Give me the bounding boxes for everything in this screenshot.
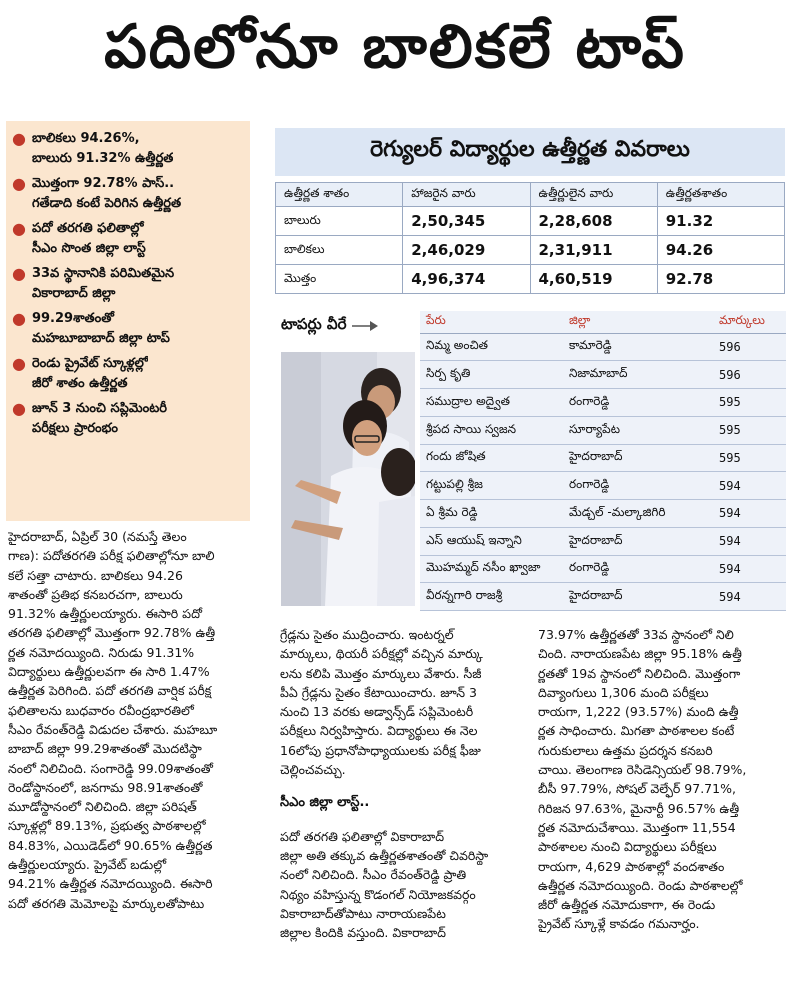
topper-cell-district: హైదరాబాద్ [563,444,713,472]
topper-cell-marks: 596 [713,333,786,361]
highlight-line: వికారాబాద్ జిల్లా [31,286,116,301]
stats-cell-passed: 2,28,608 [530,207,657,236]
article-line: చాయి. తెలంగాణ రెసిడెన్సియల్ 98.79%, [538,762,747,778]
students-photo [281,352,415,606]
stats-cell-percent: 91.32 [657,207,784,236]
topper-row [420,583,786,611]
students-illustration [281,352,415,606]
topper-row [420,361,786,389]
topper-cell-district: మేడ్చల్ -మల్కాజిగిరి [563,500,713,528]
article-line: 94.21% ఉత్తీర్ణత నమోదయ్యింది. ఈసారి [8,876,213,892]
topper-cell-district: నిజామాబాద్ [563,361,713,389]
highlight-line: జీరో శాతం ఉత్తీర్ణత [31,376,128,391]
article-subhead: సీఎం జిల్లా లాస్ట్.. [280,795,370,811]
article-line: ప్రైవేట్ స్కూళ్లే కావడం గమనార్హం. [538,916,700,932]
article-line: జీరో ఉత్తీర్ణత నమోదుకాగా, ఈ రెండు [538,897,716,913]
toppers-label-text: టాపర్లు వీరే [281,315,347,333]
article-line: ర్ణత నమోదయ్యింది. నిరుడు 91.31% [8,644,195,660]
article-line: శాతంతో ప్రతిభ కనబరచగా, బాలురు [8,586,183,602]
highlight-line: బాలికలు 94.26%, [31,131,140,146]
highlight-line: సీఎం సొంత జిల్లా లాస్ట్ [31,241,146,256]
topper-cell-district: హైదరాబాద్ [563,583,713,611]
topper-cell-marks: 594 [713,527,786,555]
topper-cell-marks: 596 [713,361,786,389]
toppers-header-district: జిల్లా [563,311,713,333]
topper-cell-name: వీరన్నగారి రాజశ్రీ [420,583,563,611]
highlight-item [12,219,242,259]
article-line: తరగతి ఫలితాల్లో మొత్తంగా 92.78% ఉత్తీ [8,625,216,641]
highlights-list [12,129,242,439]
article-line: గాణ): పదోతరగతి పరీక్ష ఫలితాల్లోనూ బాలి [8,548,215,564]
article-line: మార్కులు, థియరీ పరీక్షల్లో వచ్చిన మార్కు [280,646,483,662]
article-line: విద్యార్థులు ఉత్తీర్ణులవగా ఈ సారి 1.47% [8,664,210,680]
topper-cell-name: గట్టుపల్లి శ్రీజ [420,472,563,500]
topper-cell-name: ఏ శ్రీమ రెడ్డి [420,500,563,528]
stats-cell-percent: 94.26 [657,236,784,265]
bullet-icon: ● [12,354,26,373]
article-line: ర్ణతతో 19వ స్థానంలో నిలిచింది. మొత్తంగా [538,665,741,681]
highlight-line: గతేడాది కంటే పెరిగిన ఉత్తీర్ణత [31,196,182,211]
bullet-icon: ● [12,399,26,418]
article-column-1 [8,527,266,1003]
topper-row [420,444,786,472]
highlight-line: 99.29శాతంతో [31,311,114,326]
article-line: ఉత్తీర్ణత పెరిగింది. పదో తరగతి వార్షిక పరీక్ష [8,683,212,699]
topper-cell-name: సిర్ప కృతి [420,361,563,389]
article-line: నుంచి 13 వరకు అడ్వాన్స్‌డ్ సప్లిమెంటరీ [280,704,474,720]
highlight-line: మొత్తంగా 92.78% పాస్.. [31,176,175,191]
stats-table [275,182,785,294]
topper-cell-district: హైదరాబాద్ [563,527,713,555]
article-line: నంలో నిలిచింది. సీఎం రేవంత్‌రెడ్డి ప్రాతి [280,867,467,883]
topper-cell-name: నిమ్మ అంచిత [420,333,563,361]
article-line: ర్ణత నమోదుచేశాయి. మొత్తంగా 11,554 [538,819,736,835]
stats-cell-appeared: 2,50,345 [403,207,530,236]
article-line: మూడోస్థానంలో నిలిచింది. జిల్లా పరిషత్ [8,799,197,815]
article-line: జిల్లా అతి తక్కువ ఉత్తీర్ణతశాతంతో చివరిస్థా [280,847,489,863]
toppers-header-marks: మార్కులు [713,311,786,333]
topper-cell-name: మొహమ్మద్ నసీం ఖ్వాజా [420,555,563,583]
stats-cell-appeared: 2,46,029 [403,236,530,265]
highlights-box [6,121,250,521]
article-line: 91.32% ఉత్తీర్ణులయ్యారు. ఈసారి పదో [8,606,202,622]
article-line: చింది. నారాయణపేట జిల్లా 95.18% ఉత్తీ [538,646,742,662]
article-line: పీఏ గ్రేడ్లను సైతం కేటాయించారు. జూన్ 3 [280,684,477,700]
stats-header-passed: ఉత్తీర్ణులైన వారు [530,183,657,207]
topper-cell-name: సముద్రాల అద్వైత [420,389,563,417]
article-line: పదో తరగతి మెమోలపై మార్కులతోపాటు [8,895,205,911]
article-column-2 [280,625,530,1003]
stats-cell-passed: 4,60,519 [530,265,657,294]
stats-cell-percent: 92.78 [657,265,784,294]
article-column-3 [538,625,786,1003]
article-line: దివ్యాంగులు 1,306 మంది పరీక్షలు [538,684,709,700]
article-line: ఫలితాలను బుధవారం రవీంద్రభారతిలో [8,702,194,718]
topper-cell-district: రంగారెడ్డి [563,472,713,500]
highlight-item [12,174,242,214]
highlight-item [12,399,242,439]
highlight-line: పరీక్షలు ప్రారంభం [31,421,118,436]
highlight-line: 33వ స్థానానికి పరిమితమైన [31,266,175,281]
article-line: కలే సత్తా చాటారు. బాలికలు 94.26 [8,567,183,583]
article-line: జిల్లాల కిందికి వస్తుంది. వికారాబాద్ [280,925,447,941]
article-line: 16లోపు ప్రధానోపాధ్యాయులకు పరీక్ష ఫీజు [280,742,481,758]
stats-row [276,265,785,294]
highlight-line: బాలురు 91.32% ఉత్తీర్ణత [31,151,174,166]
topper-cell-district: సూర్యాపేట [563,416,713,444]
stats-header-row [276,183,785,207]
topper-cell-marks: 594 [713,555,786,583]
highlight-line: జూన్ 3 నుంచి సప్లిమెంటరీ [31,401,167,416]
topper-cell-marks: 595 [713,416,786,444]
article-line: పరీక్షలు నిర్వహిస్తారు. విద్యార్థులు ఈ నెల [280,723,478,739]
toppers-table [420,311,786,611]
article-line: బీసీ 97.79%, సోషల్ వెల్ఫేర్ 97.71%, [538,781,736,797]
bullet-icon: ● [12,309,26,328]
highlight-item [12,354,242,394]
article-line: గ్రేడ్లను సైతం ముద్రించారు. ఇంటర్నల్ [280,627,454,642]
highlight-line: రెండు ప్రైవేట్ స్కూళ్లల్లో [31,356,148,371]
bullet-icon: ● [12,174,26,193]
topper-row [420,416,786,444]
highlight-item [12,309,242,349]
article-line: నంలో నిలిచింది. సంగారెడ్డి 99.09శాతంతో [8,760,213,776]
article-line: రాయగా, 4,629 పాఠశాల్లో వందశాతం [538,858,725,874]
bullet-icon: ● [12,264,26,283]
article-line: 73.97% ఉత్తీర్ణతతో 33వ స్థానంలో నిలి [538,627,734,642]
stats-header-percent: ఉత్తీర్ణతశాతం [657,183,784,207]
toppers-label [281,314,421,338]
topper-cell-marks: 594 [713,500,786,528]
article-line: ఉత్తీర్ణత నమోదయ్యింది. రెండు పాఠశాలల్లో [538,877,743,893]
topper-cell-name: ఎస్ ఆయుష్ ఇన్నాని [420,527,563,555]
article-line: రెండోస్థానంలో, జనగామ 98.91శాతంతో [8,779,203,795]
highlight-line: పదో తరగతి ఫలితాల్లో [31,221,144,236]
stats-title: రెగ్యులర్ విద్యార్థుల ఉత్తీర్ణత వివరాలు [275,128,785,176]
arrow-right-icon [352,320,378,332]
article-line: లను కలిపి మొత్తం మార్కులు వేశారు. సీజీ [280,665,482,681]
headline: పదిలోనూ బాలికలే టాప్ [104,12,686,82]
stats-cell-passed: 2,31,911 [530,236,657,265]
stats-header-label: ఉత్తీర్ణత శాతం [276,183,403,207]
topper-cell-marks: 594 [713,472,786,500]
stats-row [276,207,785,236]
topper-cell-district: రంగారెడ్డి [563,555,713,583]
article-line: రాయగా, 1,222 (93.57%) మంది ఉత్తీ [538,704,739,720]
article-line: సీఎం రేవంత్‌రెడ్డి విడుదల చేశారు. మహబూ [8,721,218,737]
article-line: స్కూళ్లల్లో 89.13%, ప్రభుత్వ పాఠశాలల్లో [8,818,206,834]
topper-cell-district: రంగారెడ్డి [563,389,713,417]
article-line: ర్ణత సాధించారు. మిగతా పాఠశాలల కంటే [538,723,735,739]
article-line: హైదరాబాద్, ఏప్రిల్ 30 (నమస్తే తెలం [8,529,187,544]
topper-cell-name: శ్రీపద సాయి స్వజన [420,416,563,444]
article-line: బాబాద్ జిల్లా 99.29శాతంతో మొదటిస్థా [8,741,202,757]
article-line: పదో తరగతి ఫలితాల్లో వికారాబాద్ [280,828,445,844]
article-line: పాఠశాలల నుంచి విద్యార్థులు పరీక్షలు [538,839,717,855]
bullet-icon: ● [12,219,26,238]
stats-cell-appeared: 4,96,374 [403,265,530,294]
toppers-header-row [420,311,786,333]
bullet-icon: ● [12,129,26,148]
topper-cell-district: కామారెడ్డి [563,333,713,361]
article-line: గిరిజన 97.63%, మైనార్టీ 96.57% ఉత్తీ [538,800,740,816]
topper-cell-marks: 595 [713,389,786,417]
article-line: 84.83%, ఎయిడెడ్‌లో 90.65% ఉత్తీర్ణత [8,837,213,853]
topper-cell-name: గందు జోషిత [420,444,563,472]
stats-cell-label: మొత్తం [276,265,403,294]
topper-row [420,472,786,500]
article-line: నిథ్యం వహిస్తున్న కొడంగల్ నియోజకవర్గం [280,886,476,902]
topper-row [420,389,786,417]
article-line: గురుకులాలు ఉత్తమ ప్రదర్శన కనబరి [538,742,713,758]
stats-row [276,236,785,265]
article-line: వికారాబాద్‌తోపాటు నారాయణపేట [280,905,446,921]
article-line: చెల్లించవచ్చు. [280,762,346,778]
highlight-item [12,264,242,304]
article-line: ఉత్తీర్ణులయ్యారు. ప్రైవేట్ బడుల్లో [8,857,167,873]
topper-cell-marks: 594 [713,583,786,611]
highlight-line: మహబూబాబాద్ జిల్లా టాప్ [31,331,170,346]
toppers-header-name: పేరు [420,311,563,333]
topper-cell-marks: 595 [713,444,786,472]
topper-row [420,555,786,583]
topper-row [420,500,786,528]
highlight-item [12,129,242,169]
stats-cell-label: బాలికలు [276,236,403,265]
topper-row [420,527,786,555]
topper-row [420,333,786,361]
stats-cell-label: బాలురు [276,207,403,236]
stats-header-appeared: హాజరైన వారు [403,183,530,207]
